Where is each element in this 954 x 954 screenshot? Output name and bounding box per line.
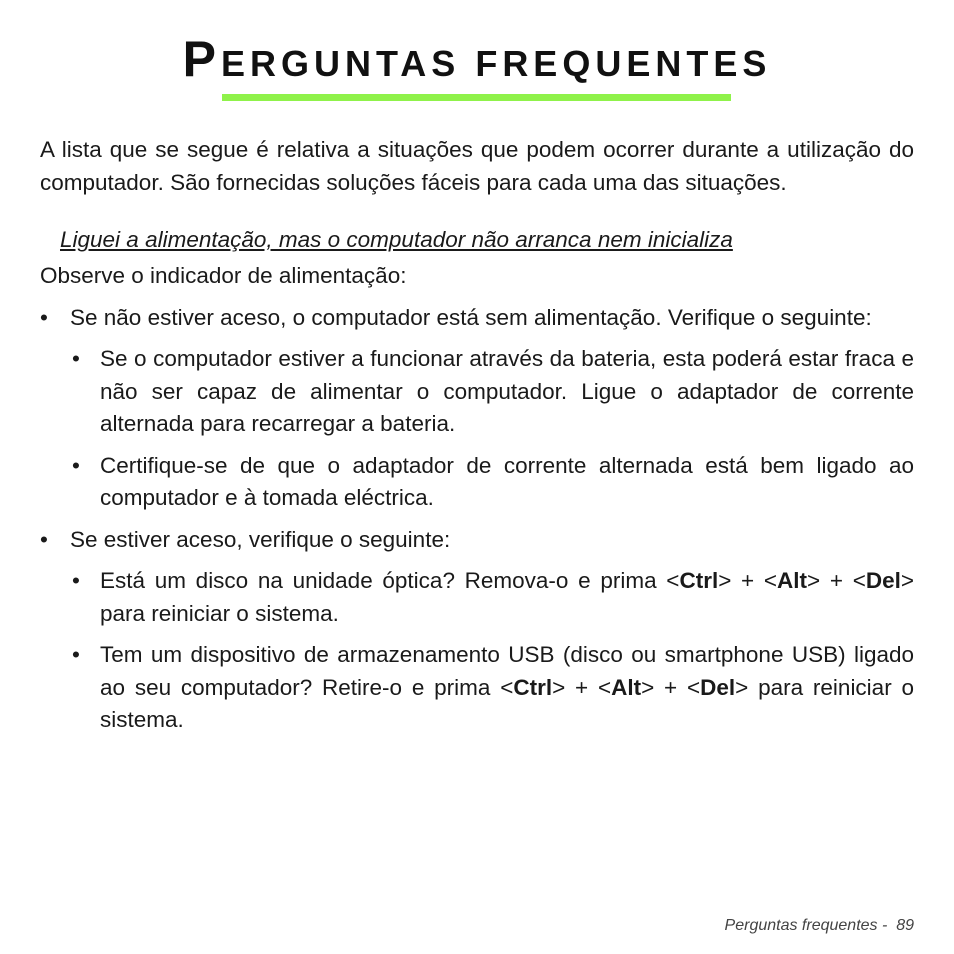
page-number: 89: [896, 917, 914, 934]
key-del: Del: [865, 568, 901, 593]
key-ctrl: Ctrl: [679, 568, 719, 593]
list-item: [40, 302, 914, 515]
key-alt: Alt: [777, 568, 808, 593]
key-alt: Alt: [611, 674, 642, 700]
list-item-text: Se estiver aceso, verifique o seguinte:: [70, 526, 451, 552]
bullet-list: [40, 302, 914, 737]
text-segment: Está um disco na unidade óptica? Remova-o e prima <: [100, 568, 680, 593]
observe-text: Observe o indicador de alimentação:: [40, 263, 407, 288]
bullet-icon: •: [72, 642, 80, 667]
bullet-icon: •: [40, 304, 48, 330]
page-footer: [725, 917, 914, 935]
text-segment: > para reiniciar o sistema.: [100, 674, 915, 732]
title-underline-bar: [222, 94, 731, 101]
text-segment: > + <: [641, 674, 701, 700]
text-segment: > + <: [807, 568, 866, 593]
sub-list-item-text: Certifique-se de que o adaptador de corrente alternada está bem ligado ao computador e à tomada eléctrica.: [100, 452, 914, 510]
bullet-icon: •: [72, 346, 80, 371]
list-item: [40, 524, 914, 737]
sub-list-item: [70, 565, 914, 630]
bullet-icon: •: [40, 526, 48, 552]
text-segment: Tem um dispositivo de armazenamento USB (disco ou smartphone USB) ligado ao seu computador? Retire-o e prima <: [100, 642, 914, 700]
sub-list-item-text: [100, 568, 914, 626]
sub-list-item: [70, 450, 914, 515]
key-del: Del: [700, 674, 736, 700]
text-segment: > para reiniciar o sistema.: [100, 568, 915, 626]
key-ctrl: Ctrl: [513, 674, 553, 700]
bullet-icon: •: [72, 568, 80, 593]
page-content: [40, 134, 914, 737]
page-title-rest: ERGUNTAS FREQUENTES: [220, 43, 772, 84]
bullet-icon: •: [72, 452, 80, 478]
sub-bullet-list: [70, 565, 914, 737]
sub-list-item-text: Se o computador estiver a funcionar através da bateria, esta poderá estar fraca e não ser capaz de alimentar o computador. Ligue o adaptador de corrente alternada para recarregar a bateria.: [100, 346, 914, 436]
text-segment: > + <: [552, 674, 612, 700]
page-title: [0, 30, 954, 88]
footer-label: Perguntas frequentes -: [724, 917, 888, 934]
sub-list-item: [70, 343, 914, 441]
list-item-text: Se não estiver aceso, o computador está sem alimentação. Verifique o seguinte:: [70, 304, 872, 330]
sub-list-item: [70, 639, 914, 737]
text-segment: > + <: [718, 568, 778, 593]
question-heading: Liguei a alimentação, mas o computador não arranca nem inicializa: [60, 227, 733, 252]
sub-list-item-text: [100, 642, 914, 732]
page-title-initial: P: [182, 31, 221, 87]
intro-paragraph: A lista que se segue é relativa a situações que podem ocorrer durante a utilização do computador. São fornecidas soluções fáceis para cada uma das situações.: [40, 137, 914, 195]
sub-bullet-list: [70, 343, 914, 515]
